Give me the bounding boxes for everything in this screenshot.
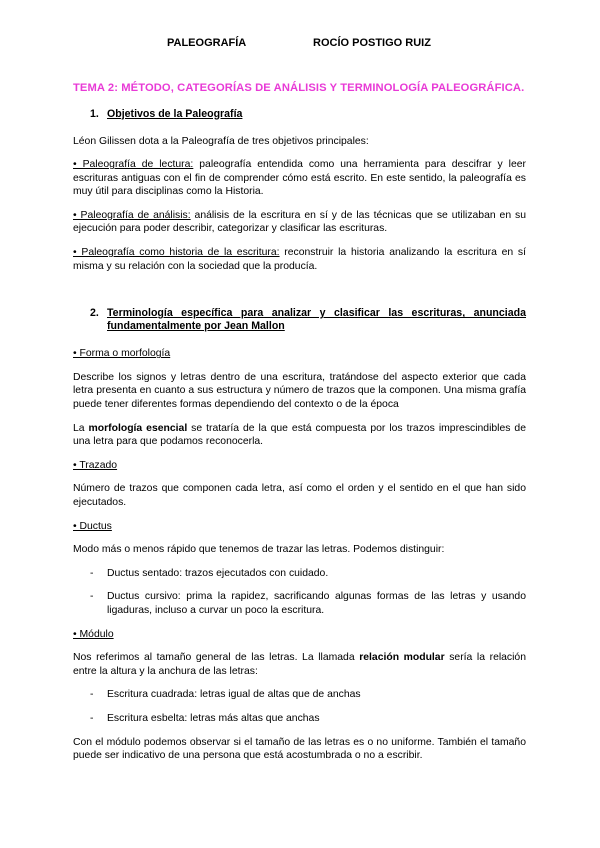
- list-item-text: Escritura esbelta: letras más altas que anchas: [107, 712, 320, 724]
- section-2-heading: [73, 307, 526, 333]
- section-title: Objetivos de la Paleografía: [107, 107, 243, 120]
- text-run: se trataría de la que está compuesta por los trazos imprescindibles de una letra para que podamos reconocerla.: [73, 422, 526, 448]
- list-item-text: Ductus cursivo: prima la rapidez, sacrificando algunas formas de las letras y usando ligaduras, incluso a curvar un poco la escritura.: [107, 591, 526, 616]
- objective-label: • Paleografía de lectura:: [73, 159, 194, 171]
- header-author: ROCÍO POSTIGO RUIZ: [313, 37, 431, 49]
- text-run: La: [73, 422, 89, 434]
- objective-text: reconstruir la historia analizando la escritura en sí misma y su relación con la sociedad que la producía.: [73, 247, 527, 272]
- dash-marker: -: [90, 591, 94, 603]
- section-number: 1.: [90, 107, 99, 120]
- forma-paragraph: Describe los signos y letras dentro de una escritura, tratándose del aspecto exterior que cada letra presenta en cuanto a sus estructura y número de trazos que la componen. Una misma grafía puede tener diferentes formas dependiendo del contexto o de la época: [73, 371, 526, 411]
- list-item: [73, 712, 526, 726]
- objective-text: análisis de la escritura en sí y de las técnicas que se utilizaban en su ejecución para poder describir, categorizar y clasificar las escrituras.: [73, 209, 526, 235]
- bold-term: relación modular: [359, 652, 445, 664]
- dash-marker: -: [90, 689, 94, 701]
- section-1-heading: [73, 108, 526, 121]
- objective-label: • Paleografía como historia de la escritura:: [73, 247, 280, 259]
- document-body: [73, 82, 526, 773]
- objective-item: [73, 246, 526, 273]
- modulo-paragraph: [73, 651, 526, 678]
- text-run: Nos referimos al tamaño general de las letras. La llamada: [73, 652, 360, 664]
- subsection-modulo-label: • Módulo: [73, 628, 114, 640]
- trazado-paragraph: Número de trazos que componen cada letra, así como el orden y el sentido en el que han sido ejecutados.: [73, 483, 526, 508]
- subsection-forma-label: • Forma o morfología: [73, 348, 171, 360]
- section-number: 2.: [90, 307, 99, 320]
- bold-term: morfología esencial: [88, 422, 188, 434]
- spacer: [73, 283, 526, 307]
- dash-marker: -: [90, 567, 94, 579]
- list-item-text: Ductus sentado: trazos ejecutados con cuidado.: [107, 567, 329, 579]
- objective-item: [73, 158, 526, 199]
- header-subject: PALEOGRAFÍA: [167, 37, 247, 49]
- modulo-closing-paragraph: Con el módulo podemos observar si el tamaño de las letras es o no uniforme. También el tamaño puede ser indicativo de una persona que está acostumbrada o no a escribir.: [73, 736, 526, 762]
- list-item-text: Escritura cuadrada: letras igual de altas que de anchas: [107, 689, 361, 701]
- dash-marker: -: [90, 712, 94, 724]
- section-title: Terminología específica para analizar y clasificar las escrituras, anunciada fundamentalmente por Jean Mallon: [107, 307, 526, 333]
- morfologia-paragraph: [73, 422, 526, 449]
- objective-label: • Paleografía de análisis:: [73, 209, 191, 221]
- document-title: TEMA 2: MÉTODO, CATEGORÍAS DE ANÁLISIS Y TERMINOLOGÍA PALEOGRÁFICA.: [73, 82, 525, 94]
- objective-item: [73, 209, 526, 236]
- subsection-ductus-label: • Ductus: [73, 520, 112, 532]
- ductus-paragraph: Modo más o menos rápido que tenemos de trazar las letras. Podemos distinguir:: [73, 544, 445, 556]
- list-item: [73, 688, 526, 702]
- objective-text: paleografía entendida como una herramienta para descifrar y leer escrituras antiguas con el fin de comprender cómo está escrito. En este sentido, la paleografía es muy útil para disciplinas como la Historia.: [73, 159, 526, 198]
- subsection-trazado-label: • Trazado: [73, 459, 118, 471]
- section-1-intro: Léon Gilissen dota a la Paleografía de tres objetivos principales:: [73, 135, 369, 147]
- list-item: [73, 590, 526, 617]
- text-run: sería la relación entre la altura y la anchura de las letras:: [73, 652, 526, 677]
- list-item: [73, 567, 526, 581]
